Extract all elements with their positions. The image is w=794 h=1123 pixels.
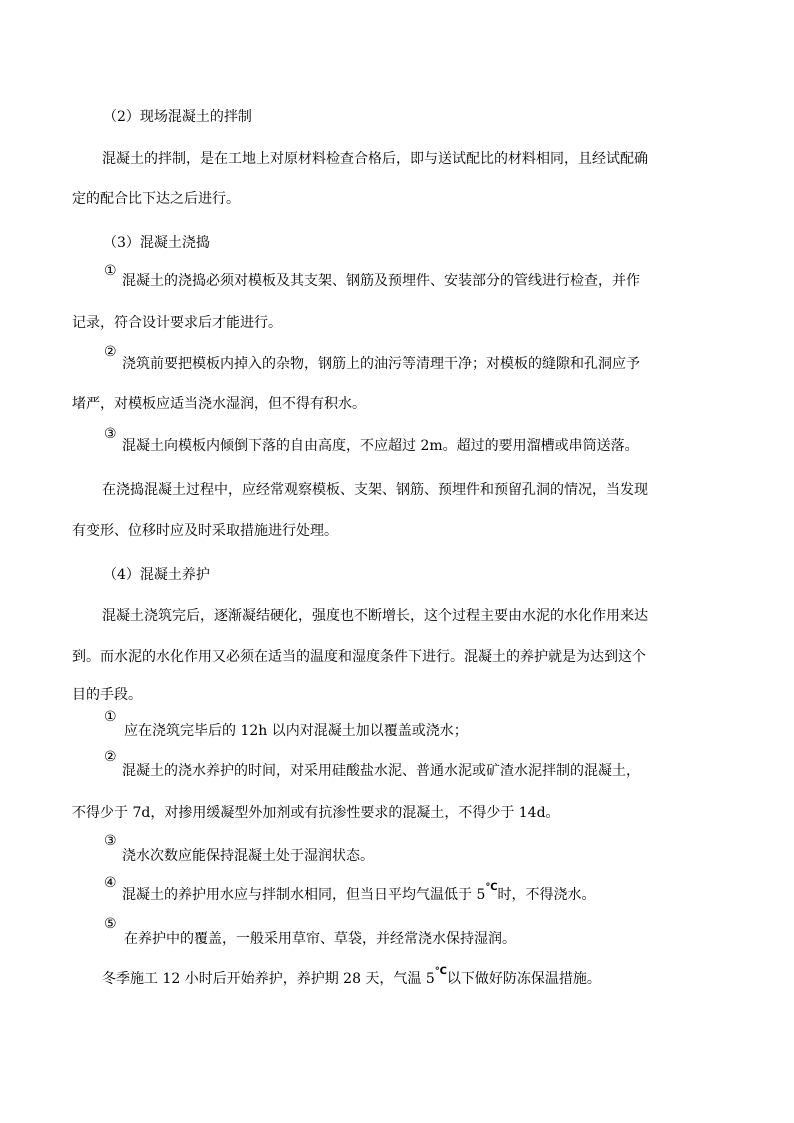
section-3-paragraph-line-2: 有变形、位移时应及时采取措施进行处理。 (72, 523, 338, 539)
cure-item-3-line-1: 浇水次数应能保持混凝土处于湿润状态。 (122, 848, 374, 864)
section-4-heading: （4）混凝土养护 (103, 567, 210, 583)
section-2-paragraph-line-2: 定的配合比下达之后进行。 (72, 191, 240, 207)
item-marker-2: ② (104, 344, 117, 360)
cure-item-4-text-b: 时，不得浇水。 (497, 887, 596, 903)
cure-item-4-line-1 (122, 882, 596, 906)
cure-item-5-line-1: 在养护中的覆盖，一般采用草帘、草袋，并经常浇水保持湿润。 (124, 931, 516, 947)
section-4-paragraph-line-2: 到。而水泥的水化作用又必须在适当的温度和湿度条件下进行。混凝土的养护就是为达到这个 (72, 649, 646, 665)
section-4-paragraph-line-3: 目的手段。 (72, 687, 142, 703)
pour-item-1-line-1: 混凝土的浇捣必须对模板及其支架、钢筋及预埋件、安装部分的管线进行检查，并作 (122, 273, 640, 289)
section-3-heading: （3）混凝土浇捣 (103, 235, 210, 251)
cure-item-2-line-2: 不得少于 7d，对掺用缓凝型外加剂或有抗渗性要求的混凝土，不得少于 14d。 (72, 805, 560, 821)
item-marker-3: ③ (104, 426, 117, 442)
pour-item-3-line-1: 混凝土向模板内倾倒下落的自由高度，不应超过 2m。超过的要用溜槽或串筒送落。 (122, 438, 639, 454)
section-3-paragraph-line-1: 在浇捣混凝土过程中，应经常观察模板、支架、钢筋、预埋件和预留孔洞的情况，当发现 (102, 482, 648, 498)
cure-item-4-text-a: 混凝土的养护用水应与拌制水相同，但当日平均气温低于 5 (122, 887, 486, 903)
winter-construction-line (102, 966, 601, 990)
degree-celsius-unit: ℃ (434, 966, 447, 977)
item-marker-4: ④ (104, 875, 117, 891)
section-2-heading: （2）现场混凝土的拌制 (103, 109, 252, 125)
section-2-paragraph-line-1: 混凝土的拌制，是在工地上对原材料检查合格后，即与送试配比的材料相同，且经试配确 (102, 151, 648, 167)
pour-item-2-line-1: 浇筑前要把模板内掉入的杂物，钢筋上的油污等清理干净；对模板的缝隙和孔洞应予 (122, 356, 640, 372)
item-marker-2: ② (104, 749, 117, 765)
degree-celsius-unit: ℃ (485, 882, 498, 893)
pour-item-1-line-2: 记录，符合设计要求后才能进行。 (72, 315, 282, 331)
section-4-paragraph-line-1: 混凝土浇筑完后，逐渐凝结硬化，强度也不断增长，这个过程主要由水泥的水化作用来达 (102, 608, 648, 624)
winter-text-a: 冬季施工 12 小时后开始养护，养护期 28 天，气温 5 (102, 971, 435, 987)
item-marker-1: ① (104, 263, 117, 279)
cure-item-1-line-1: 应在浇筑完毕后的 12h 以内对混凝土加以覆盖或浇水； (124, 723, 468, 739)
cure-item-2-line-1: 混凝土的浇水养护的时间，对采用硅酸盐水泥、普通水泥或矿渣水泥拌制的混凝土， (122, 763, 640, 779)
pour-item-2-line-2: 堵严，对模板应适当浇水湿润，但不得有积水。 (72, 396, 366, 412)
winter-text-b: 以下做好防冻保温措施。 (446, 971, 601, 987)
item-marker-1: ① (104, 709, 117, 725)
item-marker-5: ⑤ (104, 916, 117, 932)
item-marker-3: ③ (104, 833, 117, 849)
